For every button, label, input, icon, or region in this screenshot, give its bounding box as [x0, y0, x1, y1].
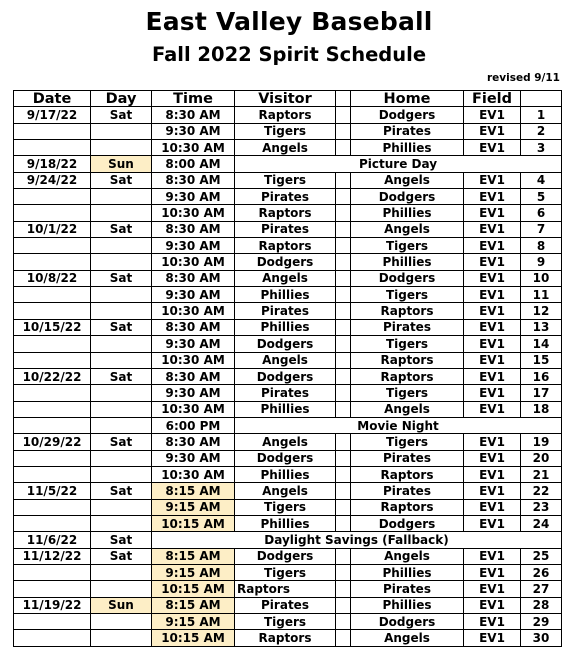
- spacer-cell: [336, 564, 351, 580]
- spacer-cell: [336, 140, 351, 156]
- field-cell: EV1: [464, 107, 521, 123]
- day-cell: [91, 140, 152, 156]
- day-cell: [91, 515, 152, 531]
- table-row: [14, 254, 562, 270]
- visitor-cell: Tigers: [235, 499, 336, 515]
- game-number-cell: 29: [521, 614, 562, 630]
- day-cell: Sun: [91, 597, 152, 613]
- time-cell: 9:30 AM: [152, 336, 235, 352]
- table-row: [14, 107, 562, 123]
- visitor-cell: Pirates: [235, 189, 336, 205]
- spacer-cell: [336, 254, 351, 270]
- date-cell: [14, 385, 91, 401]
- field-cell: EV1: [464, 123, 521, 139]
- visitor-cell: Tigers: [235, 123, 336, 139]
- day-cell: Sat: [91, 270, 152, 286]
- day-cell: [91, 614, 152, 630]
- day-cell: Sat: [91, 172, 152, 188]
- spacer-cell: [336, 483, 351, 499]
- game-number-cell: 4: [521, 172, 562, 188]
- game-number-cell: 1: [521, 107, 562, 123]
- time-cell: 9:30 AM: [152, 287, 235, 303]
- table-row: [14, 140, 562, 156]
- field-cell: EV1: [464, 238, 521, 254]
- date-cell: [14, 581, 91, 597]
- day-cell: [91, 450, 152, 466]
- time-cell: 10:15 AM: [152, 515, 235, 531]
- time-cell: 9:15 AM: [152, 499, 235, 515]
- spacer-cell: [336, 515, 351, 531]
- day-cell: [91, 385, 152, 401]
- time-cell: 9:30 AM: [152, 238, 235, 254]
- date-cell: [14, 287, 91, 303]
- table-row: [14, 385, 562, 401]
- day-cell: Sat: [91, 483, 152, 499]
- table-row: [14, 287, 562, 303]
- game-number-cell: 2: [521, 123, 562, 139]
- field-cell: EV1: [464, 303, 521, 319]
- visitor-cell: Phillies: [235, 515, 336, 531]
- visitor-cell: Raptors: [235, 107, 336, 123]
- table-row: [14, 597, 562, 613]
- visitor-cell: Dodgers: [235, 336, 336, 352]
- date-cell: 9/18/22: [14, 156, 91, 172]
- header-field: Field: [464, 91, 521, 107]
- field-cell: EV1: [464, 254, 521, 270]
- time-cell: 8:30 AM: [152, 368, 235, 384]
- spacer-cell: [336, 385, 351, 401]
- game-number-cell: 19: [521, 434, 562, 450]
- home-cell: Pirates: [351, 319, 464, 335]
- date-cell: [14, 303, 91, 319]
- visitor-cell: Angels: [235, 434, 336, 450]
- table-row: [14, 401, 562, 417]
- game-number-cell: 15: [521, 352, 562, 368]
- time-cell: 9:15 AM: [152, 614, 235, 630]
- table-row: [14, 189, 562, 205]
- date-cell: [14, 140, 91, 156]
- date-cell: [14, 466, 91, 482]
- field-cell: EV1: [464, 270, 521, 286]
- field-cell: EV1: [464, 466, 521, 482]
- day-cell: Sat: [91, 548, 152, 564]
- spacer-cell: [336, 303, 351, 319]
- spacer-cell: [336, 597, 351, 613]
- home-cell: Pirates: [351, 581, 464, 597]
- header-visitor: Visitor: [235, 91, 336, 107]
- date-cell: [14, 401, 91, 417]
- visitor-cell: Tigers: [235, 614, 336, 630]
- table-row: [14, 450, 562, 466]
- table-row: [14, 205, 562, 221]
- game-number-cell: 8: [521, 238, 562, 254]
- date-cell: [14, 564, 91, 580]
- time-cell: 9:30 AM: [152, 450, 235, 466]
- day-cell: Sat: [91, 107, 152, 123]
- spacer-cell: [336, 221, 351, 237]
- game-number-cell: 27: [521, 581, 562, 597]
- time-cell: 10:30 AM: [152, 205, 235, 221]
- field-cell: EV1: [464, 483, 521, 499]
- table-row: [14, 172, 562, 188]
- home-cell: Pirates: [351, 450, 464, 466]
- spacer-cell: [336, 336, 351, 352]
- table-row: [14, 123, 562, 139]
- visitor-cell: Pirates: [235, 303, 336, 319]
- home-cell: Dodgers: [351, 270, 464, 286]
- field-cell: EV1: [464, 368, 521, 384]
- visitor-cell: Pirates: [235, 597, 336, 613]
- field-cell: EV1: [464, 581, 521, 597]
- home-cell: Angels: [351, 172, 464, 188]
- date-cell: [14, 238, 91, 254]
- table-row: [14, 614, 562, 630]
- spacer-cell: [336, 466, 351, 482]
- spacer-cell: [336, 401, 351, 417]
- game-number-cell: 12: [521, 303, 562, 319]
- home-cell: Raptors: [351, 499, 464, 515]
- game-number-cell: 14: [521, 336, 562, 352]
- date-cell: [14, 336, 91, 352]
- day-cell: [91, 287, 152, 303]
- field-cell: EV1: [464, 564, 521, 580]
- day-cell: [91, 238, 152, 254]
- visitor-cell: Raptors: [235, 581, 336, 597]
- table-row: [14, 156, 562, 172]
- game-number-cell: 25: [521, 548, 562, 564]
- home-cell: Angels: [351, 548, 464, 564]
- time-cell: 8:15 AM: [152, 483, 235, 499]
- day-cell: [91, 336, 152, 352]
- home-cell: Phillies: [351, 564, 464, 580]
- time-cell: 8:30 AM: [152, 319, 235, 335]
- visitor-cell: Phillies: [235, 401, 336, 417]
- time-cell: 8:30 AM: [152, 172, 235, 188]
- header-game-number: [521, 91, 562, 107]
- date-cell: 9/24/22: [14, 172, 91, 188]
- time-cell: 8:30 AM: [152, 434, 235, 450]
- day-cell: [91, 352, 152, 368]
- table-row: [14, 630, 562, 646]
- game-number-cell: 6: [521, 205, 562, 221]
- time-cell: 10:30 AM: [152, 140, 235, 156]
- game-number-cell: 24: [521, 515, 562, 531]
- visitor-cell: Raptors: [235, 630, 336, 646]
- day-cell: [91, 466, 152, 482]
- visitor-cell: Dodgers: [235, 450, 336, 466]
- date-cell: [14, 515, 91, 531]
- spacer-cell: [336, 581, 351, 597]
- game-number-cell: 30: [521, 630, 562, 646]
- table-row: [14, 564, 562, 580]
- visitor-cell: Dodgers: [235, 548, 336, 564]
- field-cell: EV1: [464, 614, 521, 630]
- field-cell: EV1: [464, 385, 521, 401]
- event-cell: Picture Day: [235, 156, 562, 172]
- visitor-cell: Phillies: [235, 287, 336, 303]
- game-number-cell: 22: [521, 483, 562, 499]
- time-cell: 6:00 PM: [152, 417, 235, 433]
- visitor-cell: Pirates: [235, 385, 336, 401]
- date-cell: 11/12/22: [14, 548, 91, 564]
- event-cell: Movie Night: [235, 417, 562, 433]
- header-spacer: [336, 91, 351, 107]
- day-cell: [91, 499, 152, 515]
- day-cell: [91, 564, 152, 580]
- spacer-cell: [336, 548, 351, 564]
- date-cell: 10/29/22: [14, 434, 91, 450]
- table-row: [14, 466, 562, 482]
- time-cell: 8:30 AM: [152, 270, 235, 286]
- date-cell: [14, 499, 91, 515]
- table-row: [14, 270, 562, 286]
- day-cell: [91, 123, 152, 139]
- day-cell: [91, 581, 152, 597]
- table-row: [14, 499, 562, 515]
- game-number-cell: 16: [521, 368, 562, 384]
- game-number-cell: 28: [521, 597, 562, 613]
- time-cell: 10:15 AM: [152, 581, 235, 597]
- field-cell: EV1: [464, 172, 521, 188]
- spacer-cell: [336, 107, 351, 123]
- date-cell: [14, 614, 91, 630]
- game-number-cell: 17: [521, 385, 562, 401]
- visitor-cell: Pirates: [235, 221, 336, 237]
- schedule-table: [13, 90, 562, 647]
- field-cell: EV1: [464, 205, 521, 221]
- spacer-cell: [336, 630, 351, 646]
- field-cell: EV1: [464, 401, 521, 417]
- table-row: [14, 548, 562, 564]
- home-cell: Phillies: [351, 140, 464, 156]
- date-cell: 10/15/22: [14, 319, 91, 335]
- home-cell: Tigers: [351, 434, 464, 450]
- game-number-cell: 7: [521, 221, 562, 237]
- visitor-cell: Dodgers: [235, 254, 336, 270]
- schedule-body: [14, 107, 562, 646]
- day-cell: Sat: [91, 368, 152, 384]
- home-cell: Raptors: [351, 368, 464, 384]
- table-row: [14, 336, 562, 352]
- header-date: Date: [14, 91, 91, 107]
- field-cell: EV1: [464, 450, 521, 466]
- home-cell: Pirates: [351, 123, 464, 139]
- date-cell: 11/19/22: [14, 597, 91, 613]
- field-cell: EV1: [464, 597, 521, 613]
- spacer-cell: [336, 614, 351, 630]
- field-cell: EV1: [464, 515, 521, 531]
- day-cell: Sun: [91, 156, 152, 172]
- header-row: [14, 91, 562, 107]
- game-number-cell: 21: [521, 466, 562, 482]
- field-cell: EV1: [464, 287, 521, 303]
- date-cell: [14, 630, 91, 646]
- date-cell: [14, 205, 91, 221]
- date-cell: 10/8/22: [14, 270, 91, 286]
- game-number-cell: 3: [521, 140, 562, 156]
- table-row: [14, 581, 562, 597]
- day-cell: Sat: [91, 319, 152, 335]
- date-cell: [14, 254, 91, 270]
- table-row: [14, 532, 562, 548]
- day-cell: [91, 630, 152, 646]
- visitor-cell: Tigers: [235, 172, 336, 188]
- spacer-cell: [336, 499, 351, 515]
- spacer-cell: [336, 368, 351, 384]
- spacer-cell: [336, 434, 351, 450]
- header-time: Time: [152, 91, 235, 107]
- spacer-cell: [336, 319, 351, 335]
- field-cell: EV1: [464, 499, 521, 515]
- spacer-cell: [336, 352, 351, 368]
- home-cell: Angels: [351, 221, 464, 237]
- event-cell: Daylight Savings (Fallback): [152, 532, 562, 548]
- visitor-cell: Angels: [235, 483, 336, 499]
- date-cell: 10/1/22: [14, 221, 91, 237]
- table-row: [14, 434, 562, 450]
- page-subtitle: Fall 2022 Spirit Schedule: [151, 43, 427, 66]
- spacer-cell: [336, 287, 351, 303]
- home-cell: Tigers: [351, 238, 464, 254]
- spacer-cell: [336, 172, 351, 188]
- table-row: [14, 303, 562, 319]
- home-cell: Dodgers: [351, 107, 464, 123]
- visitor-cell: Tigers: [235, 564, 336, 580]
- date-cell: [14, 450, 91, 466]
- field-cell: EV1: [464, 336, 521, 352]
- table-row: [14, 352, 562, 368]
- visitor-cell: Angels: [235, 352, 336, 368]
- day-cell: [91, 303, 152, 319]
- spacer-cell: [336, 205, 351, 221]
- game-number-cell: 11: [521, 287, 562, 303]
- date-cell: 9/17/22: [14, 107, 91, 123]
- day-cell: [91, 205, 152, 221]
- time-cell: 10:30 AM: [152, 254, 235, 270]
- spacer-cell: [336, 270, 351, 286]
- revised-note: revised 9/11: [486, 72, 560, 84]
- home-cell: Raptors: [351, 466, 464, 482]
- field-cell: EV1: [464, 221, 521, 237]
- home-cell: Tigers: [351, 287, 464, 303]
- field-cell: EV1: [464, 140, 521, 156]
- table-row: [14, 515, 562, 531]
- home-cell: Angels: [351, 630, 464, 646]
- field-cell: EV1: [464, 352, 521, 368]
- field-cell: EV1: [464, 630, 521, 646]
- home-cell: Dodgers: [351, 515, 464, 531]
- table-row: [14, 483, 562, 499]
- home-cell: Phillies: [351, 205, 464, 221]
- time-cell: 8:30 AM: [152, 107, 235, 123]
- header-home: Home: [351, 91, 464, 107]
- time-cell: 10:30 AM: [152, 352, 235, 368]
- game-number-cell: 10: [521, 270, 562, 286]
- visitor-cell: Dodgers: [235, 368, 336, 384]
- table-row: [14, 238, 562, 254]
- date-cell: 11/6/22: [14, 532, 91, 548]
- game-number-cell: 23: [521, 499, 562, 515]
- spacer-cell: [336, 123, 351, 139]
- page-title: East Valley Baseball: [145, 7, 433, 36]
- day-cell: [91, 417, 152, 433]
- home-cell: Dodgers: [351, 189, 464, 205]
- time-cell: 8:00 AM: [152, 156, 235, 172]
- time-cell: 9:30 AM: [152, 189, 235, 205]
- field-cell: EV1: [464, 548, 521, 564]
- day-cell: Sat: [91, 221, 152, 237]
- field-cell: EV1: [464, 434, 521, 450]
- time-cell: 10:30 AM: [152, 401, 235, 417]
- game-number-cell: 18: [521, 401, 562, 417]
- visitor-cell: Phillies: [235, 319, 336, 335]
- home-cell: Tigers: [351, 385, 464, 401]
- spacer-cell: [336, 238, 351, 254]
- time-cell: 9:15 AM: [152, 564, 235, 580]
- time-cell: 10:30 AM: [152, 303, 235, 319]
- time-cell: 9:30 AM: [152, 123, 235, 139]
- date-cell: [14, 417, 91, 433]
- time-cell: 10:15 AM: [152, 630, 235, 646]
- time-cell: 10:30 AM: [152, 466, 235, 482]
- date-cell: 10/22/22: [14, 368, 91, 384]
- game-number-cell: 26: [521, 564, 562, 580]
- visitor-cell: Angels: [235, 140, 336, 156]
- date-cell: [14, 123, 91, 139]
- home-cell: Raptors: [351, 303, 464, 319]
- table-row: [14, 221, 562, 237]
- day-cell: Sat: [91, 532, 152, 548]
- game-number-cell: 20: [521, 450, 562, 466]
- game-number-cell: 13: [521, 319, 562, 335]
- time-cell: 8:30 AM: [152, 221, 235, 237]
- visitor-cell: Raptors: [235, 205, 336, 221]
- time-cell: 8:15 AM: [152, 597, 235, 613]
- spacer-cell: [336, 189, 351, 205]
- spacer-cell: [336, 450, 351, 466]
- home-cell: Phillies: [351, 254, 464, 270]
- day-cell: [91, 401, 152, 417]
- home-cell: Angels: [351, 401, 464, 417]
- visitor-cell: Angels: [235, 270, 336, 286]
- day-cell: [91, 254, 152, 270]
- game-number-cell: 9: [521, 254, 562, 270]
- table-row: [14, 319, 562, 335]
- visitor-cell: Raptors: [235, 238, 336, 254]
- header-day: Day: [91, 91, 152, 107]
- game-number-cell: 5: [521, 189, 562, 205]
- time-cell: 9:30 AM: [152, 385, 235, 401]
- day-cell: [91, 189, 152, 205]
- day-cell: Sat: [91, 434, 152, 450]
- home-cell: Pirates: [351, 483, 464, 499]
- home-cell: Raptors: [351, 352, 464, 368]
- date-cell: 11/5/22: [14, 483, 91, 499]
- field-cell: EV1: [464, 189, 521, 205]
- visitor-cell: Phillies: [235, 466, 336, 482]
- date-cell: [14, 352, 91, 368]
- table-row: [14, 368, 562, 384]
- date-cell: [14, 189, 91, 205]
- time-cell: 8:15 AM: [152, 548, 235, 564]
- field-cell: EV1: [464, 319, 521, 335]
- table-row: [14, 417, 562, 433]
- home-cell: Phillies: [351, 597, 464, 613]
- home-cell: Dodgers: [351, 614, 464, 630]
- home-cell: Tigers: [351, 336, 464, 352]
